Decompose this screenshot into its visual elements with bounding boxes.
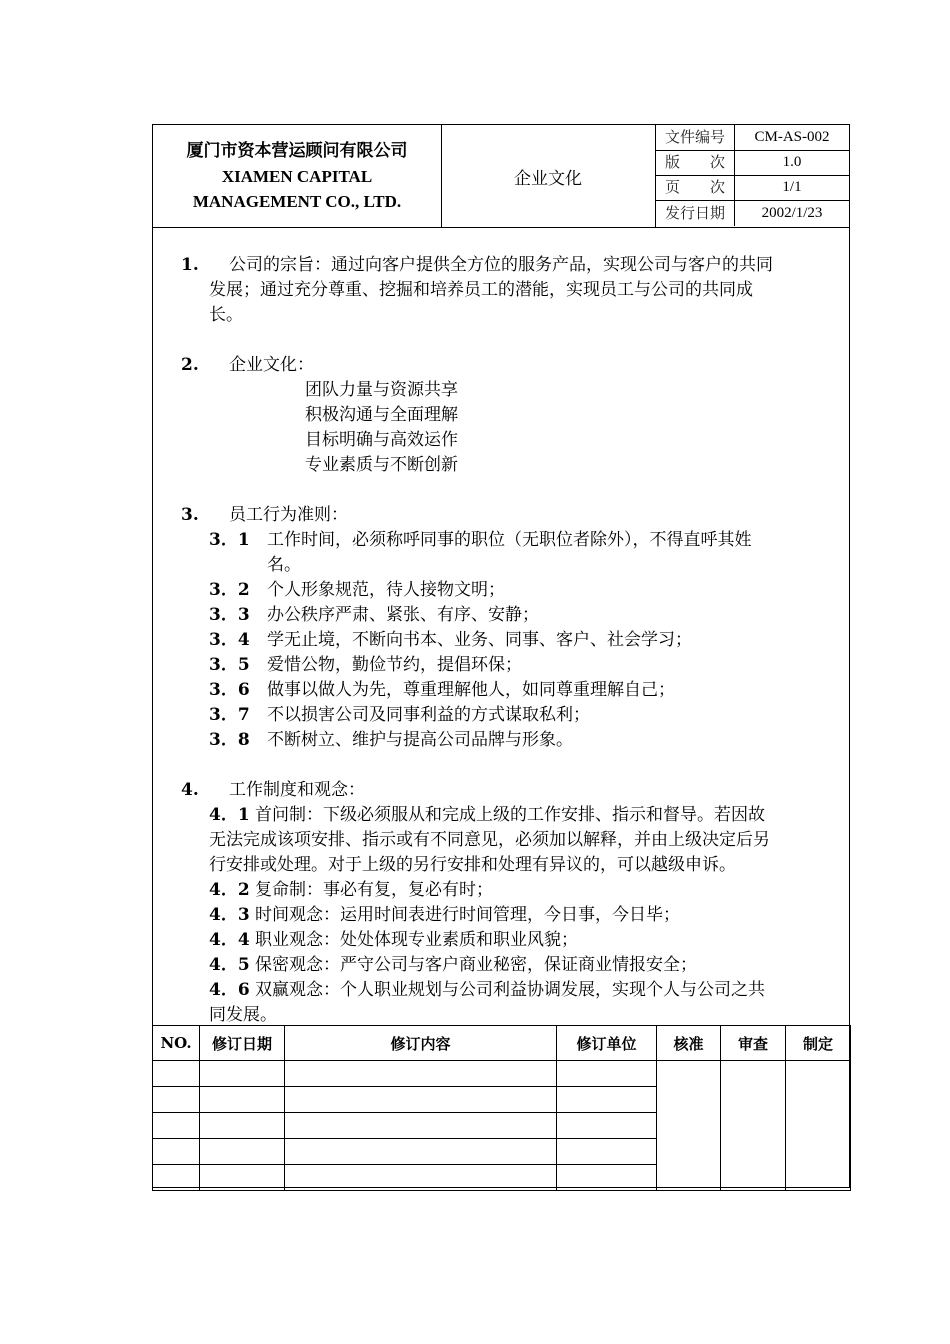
rule-text: 爱惜公物，勤俭节约，提倡环保； (267, 655, 522, 675)
rule-number: 3．2 (209, 580, 250, 600)
table-cell (200, 1113, 285, 1139)
policy-number: 4．1 (209, 805, 250, 825)
table-cell (153, 1087, 200, 1113)
company-name-block (153, 125, 442, 227)
col-header-approve: 核准 (657, 1026, 721, 1061)
table-cell (200, 1165, 285, 1191)
section-1-line: 发展；通过充分尊重、挖掘和培养员工的潜能，实现员工与公司的共同成 (209, 280, 753, 300)
table-cell (285, 1139, 557, 1165)
policy-text-cont: 行安排或处理。对于上级的另行安排和处理有异议的，可以越级申诉。 (209, 855, 736, 875)
meta-page: 页 次 1/1 (655, 175, 849, 201)
policy-text: 保密观念：严守公司与客户商业秘密，保证商业情报安全； (255, 955, 697, 975)
culture-item: 专业素质与不断创新 (305, 455, 458, 475)
table-cell (285, 1061, 557, 1087)
table-cell (557, 1061, 657, 1087)
rule-number: 3．7 (209, 705, 250, 725)
company-name-cn: 厦门市资本营运顾问有限公司 (186, 140, 408, 161)
policy-text: 时间观念：运用时间表进行时间管理，今日事，今日毕； (255, 905, 680, 925)
table-cell (285, 1087, 557, 1113)
policy-text-cont: 同发展。 (209, 1005, 277, 1025)
document-meta (655, 125, 849, 227)
col-header-no: NO. (153, 1026, 200, 1061)
table-cell (200, 1139, 285, 1165)
rule-text: 工作时间，必须称呼同事的职位（无职位者除外），不得直呼其姓 (267, 530, 752, 550)
rule-number: 3．8 (209, 730, 250, 750)
col-header-review: 审查 (721, 1026, 786, 1061)
policy-number: 4．2 (209, 880, 250, 900)
policy-number: 4．6 (209, 980, 250, 1000)
review-cell (721, 1061, 786, 1191)
rule-text: 个人形象规范，待人接物文明； (267, 580, 505, 600)
table-cell (285, 1165, 557, 1191)
company-name-en-1: XIAMEN CAPITAL (221, 166, 373, 186)
company-name-en-2: MANAGEMENT CO., LTD. (192, 191, 402, 211)
section-1-line: 长。 (209, 305, 243, 325)
culture-item: 团队力量与资源共享 (305, 380, 458, 400)
rule-text: 做事以做人为先，尊重理解他人，如同尊重理解自己； (267, 680, 675, 700)
culture-item: 目标明确与高效运作 (305, 430, 458, 450)
table-cell (153, 1139, 200, 1165)
rule-text: 不以损害公司及同事利益的方式谋取私利； (267, 705, 590, 725)
table-cell (285, 1113, 557, 1139)
revision-table (153, 1025, 849, 1187)
policy-text: 复命制：事必有复，复必有时； (255, 880, 493, 900)
rule-number: 3．6 (209, 680, 250, 700)
policy-number: 4．3 (209, 905, 250, 925)
document-title: 企业文化 (441, 125, 656, 227)
document-frame (152, 124, 850, 1188)
section-3-number: 3. (181, 505, 199, 525)
col-header-unit: 修订单位 (557, 1026, 657, 1061)
section-1-number: 1. (181, 255, 199, 275)
rule-number: 3．4 (209, 630, 250, 650)
table-cell (153, 1113, 200, 1139)
revision-table-header (153, 1026, 851, 1061)
culture-item: 积极沟通与全面理解 (305, 405, 458, 425)
section-4-title: 工作制度和观念： (229, 780, 365, 800)
table-cell (557, 1139, 657, 1165)
prepare-cell (786, 1061, 851, 1191)
rule-text-cont: 名。 (267, 555, 301, 575)
approve-cell (657, 1061, 721, 1191)
policy-text: 首问制：下级必须服从和完成上级的工作安排、指示和督导。若因故 (255, 805, 765, 825)
table-cell (200, 1087, 285, 1113)
rule-text: 不断树立、维护与提高公司品牌与形象。 (267, 730, 573, 750)
rule-number: 3．3 (209, 605, 250, 625)
policy-text-cont: 无法完成该项安排、指示或有不同意见，必须加以解释，并由上级决定后另 (209, 830, 770, 850)
col-header-date: 修订日期 (200, 1026, 285, 1061)
section-1-line: 公司的宗旨：通过向客户提供全方位的服务产品，实现公司与客户的共同 (229, 255, 773, 275)
rule-text: 学无止境，不断向书本、业务、同事、客户、社会学习； (267, 630, 692, 650)
policy-number: 4．4 (209, 930, 250, 950)
meta-doc-number: 文件编号 CM-AS-002 (655, 125, 849, 151)
section-3-title: 员工行为准则： (229, 505, 348, 525)
table-cell (153, 1165, 200, 1191)
section-2-title: 企业文化： (229, 355, 314, 375)
meta-version: 版 次 1.0 (655, 150, 849, 176)
policy-text: 双赢观念：个人职业规划与公司利益协调发展，实现个人与公司之共 (255, 980, 765, 1000)
col-header-prepare: 制定 (786, 1026, 851, 1061)
rule-number: 3．5 (209, 655, 250, 675)
table-cell (557, 1087, 657, 1113)
policy-number: 4．5 (209, 955, 250, 975)
table-cell (200, 1061, 285, 1087)
meta-issue-date: 发行日期 2002/1/23 (655, 201, 849, 226)
table-cell (153, 1061, 200, 1087)
policy-text: 职业观念：处处体现专业素质和职业风貌； (255, 930, 578, 950)
table-row (153, 1061, 851, 1087)
rule-text: 办公秩序严肃、紧张、有序、安静； (267, 605, 539, 625)
rule-number: 3．1 (209, 530, 250, 550)
section-4-number: 4. (181, 780, 199, 800)
document-header (153, 125, 849, 228)
col-header-content: 修订内容 (285, 1026, 557, 1061)
table-cell (557, 1113, 657, 1139)
table-cell (557, 1165, 657, 1191)
section-2-number: 2. (181, 355, 199, 375)
